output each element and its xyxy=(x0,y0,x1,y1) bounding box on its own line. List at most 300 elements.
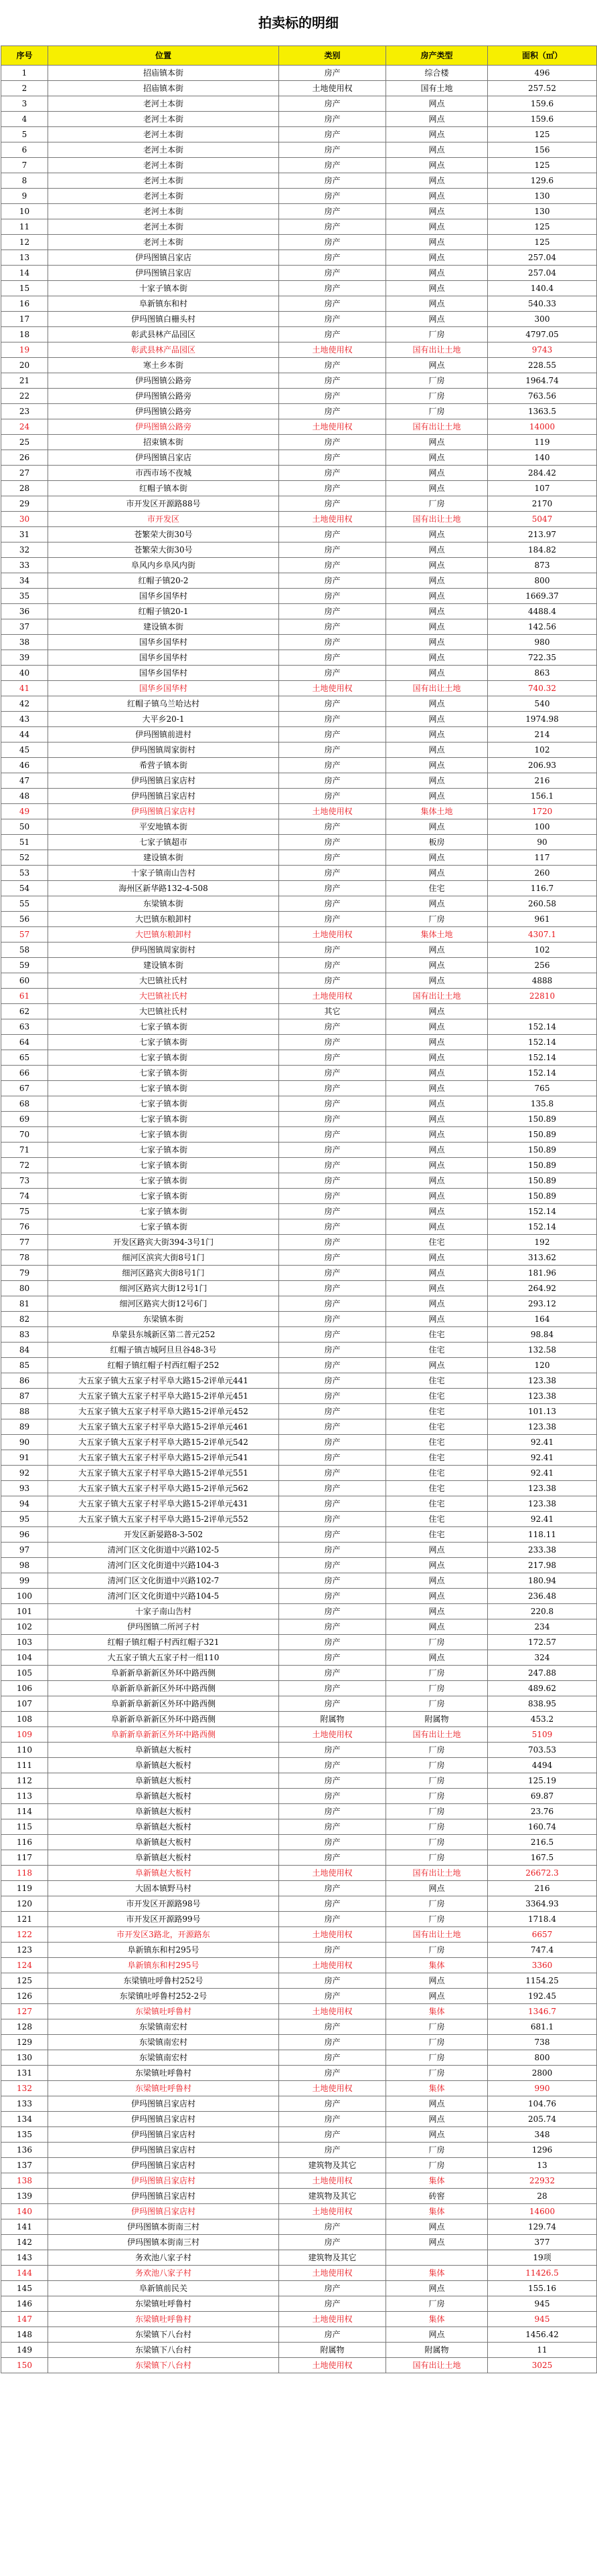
cell-location: 伊玛图镇吕家店村 xyxy=(48,804,279,819)
cell-category: 房产 xyxy=(279,1296,386,1312)
cell-location: 伊玛图镇二所河子村 xyxy=(48,1619,279,1635)
cell-property-type: 网点 xyxy=(386,1973,488,1989)
cell-category: 房产 xyxy=(279,127,386,142)
cell-property-type: 网点 xyxy=(386,1127,488,1143)
cell-no: 108 xyxy=(1,1712,48,1727)
table-row xyxy=(1,1235,597,1250)
cell-location: 七家子镇本街 xyxy=(48,1050,279,1066)
table-row xyxy=(1,2296,597,2312)
table-row xyxy=(1,1373,597,1389)
cell-property-type: 网点 xyxy=(386,1219,488,1235)
table-row xyxy=(1,2004,597,2019)
cell-property-type: 网点 xyxy=(386,789,488,804)
cell-area: 155.16 xyxy=(488,2281,597,2296)
table-row xyxy=(1,2143,597,2158)
cell-no: 64 xyxy=(1,1035,48,1050)
cell-property-type: 网点 xyxy=(386,1619,488,1635)
cell-area: 5109 xyxy=(488,1727,597,1743)
cell-no: 101 xyxy=(1,1604,48,1619)
cell-location: 红帽子镇乌兰哈达村 xyxy=(48,696,279,712)
table-row xyxy=(1,189,597,204)
table-row xyxy=(1,2035,597,2050)
cell-category: 房产 xyxy=(279,1050,386,1066)
cell-category: 房产 xyxy=(279,943,386,958)
cell-area: 150.89 xyxy=(488,1143,597,1158)
cell-location: 开发区新晏路8-3-502 xyxy=(48,1527,279,1543)
cell-location: 七家子镇本街 xyxy=(48,1035,279,1050)
cell-property-type: 网点 xyxy=(386,619,488,635)
table-row xyxy=(1,1435,597,1450)
cell-property-type: 网点 xyxy=(386,1650,488,1666)
cell-property-type: 住宅 xyxy=(386,1450,488,1466)
cell-no: 132 xyxy=(1,2081,48,2096)
cell-category: 房产 xyxy=(279,973,386,989)
cell-area: 19项 xyxy=(488,2250,597,2266)
cell-area: 3025 xyxy=(488,2358,597,2373)
cell-no: 127 xyxy=(1,2004,48,2019)
cell-no: 111 xyxy=(1,1758,48,1773)
cell-category: 房产 xyxy=(279,466,386,481)
cell-area: 119 xyxy=(488,435,597,450)
cell-category: 房产 xyxy=(279,2235,386,2250)
cell-category: 房产 xyxy=(279,866,386,881)
cell-property-type: 网点 xyxy=(386,2281,488,2296)
cell-area: 184.82 xyxy=(488,542,597,558)
cell-area: 256 xyxy=(488,958,597,973)
cell-category: 房产 xyxy=(279,527,386,542)
cell-category: 房产 xyxy=(279,158,386,173)
cell-location: 清河门区文化街道中兴路104-5 xyxy=(48,1589,279,1604)
cell-property-type: 网点 xyxy=(386,1050,488,1066)
cell-area: 4888 xyxy=(488,973,597,989)
cell-category: 房产 xyxy=(279,219,386,235)
cell-no: 7 xyxy=(1,158,48,173)
cell-location: 国华乡国华村 xyxy=(48,666,279,681)
cell-property-type: 厂房 xyxy=(386,496,488,512)
cell-area: 152.14 xyxy=(488,1035,597,1050)
table-row xyxy=(1,1389,597,1404)
table-row xyxy=(1,250,597,266)
cell-property-type: 网点 xyxy=(386,2127,488,2143)
cell-category: 土地使用权 xyxy=(279,2266,386,2281)
cell-no: 55 xyxy=(1,896,48,912)
cell-category: 房产 xyxy=(279,250,386,266)
cell-area: 28 xyxy=(488,2189,597,2204)
cell-property-type: 网点 xyxy=(386,712,488,727)
cell-location: 招束镇本街 xyxy=(48,435,279,450)
cell-area: 164 xyxy=(488,1312,597,1327)
cell-no: 114 xyxy=(1,1804,48,1819)
cell-no: 148 xyxy=(1,2327,48,2343)
cell-category: 房产 xyxy=(279,958,386,973)
cell-property-type: 住宅 xyxy=(386,1373,488,1389)
cell-property-type: 网点 xyxy=(386,1112,488,1127)
cell-category: 房产 xyxy=(279,896,386,912)
cell-area: 125 xyxy=(488,127,597,142)
cell-area: 216.5 xyxy=(488,1835,597,1850)
cell-no: 31 xyxy=(1,527,48,542)
cell-location: 七家子镇本街 xyxy=(48,1189,279,1204)
table-row xyxy=(1,1743,597,1758)
cell-category: 房产 xyxy=(279,819,386,835)
cell-location: 清河门区文化街道中兴路102-5 xyxy=(48,1543,279,1558)
cell-area: 1964.74 xyxy=(488,373,597,389)
cell-no: 90 xyxy=(1,1435,48,1450)
cell-category: 房产 xyxy=(279,604,386,619)
cell-property-type: 厂房 xyxy=(386,1681,488,1696)
cell-area: 123.38 xyxy=(488,1481,597,1496)
cell-category: 其它 xyxy=(279,1004,386,1019)
table-row xyxy=(1,404,597,419)
cell-property-type: 住宅 xyxy=(386,1327,488,1343)
cell-location: 东梁镇下八台村 xyxy=(48,2327,279,2343)
table-row xyxy=(1,1496,597,1512)
cell-location: 伊玛图镇吕家店村 xyxy=(48,2143,279,2158)
cell-category: 房产 xyxy=(279,450,386,466)
cell-location: 阜新镇东和村295号 xyxy=(48,1943,279,1958)
cell-no: 73 xyxy=(1,1173,48,1189)
cell-location: 国华乡国华村 xyxy=(48,681,279,696)
cell-property-type: 网点 xyxy=(386,1158,488,1173)
table-row xyxy=(1,1173,597,1189)
cell-property-type: 集体 xyxy=(386,1958,488,1973)
cell-location: 七家子镇本街 xyxy=(48,1204,279,1219)
table-row xyxy=(1,1958,597,1973)
cell-no: 120 xyxy=(1,1896,48,1912)
cell-area: 9743 xyxy=(488,342,597,358)
cell-location: 阜新镇赵大板村 xyxy=(48,1866,279,1881)
cell-no: 65 xyxy=(1,1050,48,1066)
cell-area: 496 xyxy=(488,66,597,81)
table-row xyxy=(1,1558,597,1573)
cell-location: 国华乡国华村 xyxy=(48,589,279,604)
cell-category: 房产 xyxy=(279,619,386,635)
cell-category: 土地使用权 xyxy=(279,1958,386,1973)
cell-category: 房产 xyxy=(279,1035,386,1050)
cell-no: 133 xyxy=(1,2096,48,2112)
cell-no: 39 xyxy=(1,650,48,666)
cell-area: 192 xyxy=(488,1235,597,1250)
cell-location: 阜新新阜新新区外环中路西侧 xyxy=(48,1712,279,1727)
cell-category: 房产 xyxy=(279,1327,386,1343)
cell-no: 118 xyxy=(1,1866,48,1881)
cell-category: 土地使用权 xyxy=(279,2312,386,2327)
cell-property-type: 网点 xyxy=(386,1312,488,1327)
cell-property-type: 网点 xyxy=(386,189,488,204)
cell-no: 32 xyxy=(1,542,48,558)
table-row xyxy=(1,158,597,173)
table-row xyxy=(1,1989,597,2004)
cell-property-type: 网点 xyxy=(386,296,488,312)
table-row xyxy=(1,2127,597,2143)
cell-category: 房产 xyxy=(279,2066,386,2081)
table-row xyxy=(1,327,597,342)
table-row xyxy=(1,1866,597,1881)
cell-category: 房产 xyxy=(279,404,386,419)
cell-location: 阜新新阜新新区外环中路西侧 xyxy=(48,1727,279,1743)
cell-category: 建筑物及其它 xyxy=(279,2158,386,2173)
cell-category: 房产 xyxy=(279,2035,386,2050)
cell-no: 69 xyxy=(1,1112,48,1127)
table-row xyxy=(1,542,597,558)
cell-area: 234 xyxy=(488,1619,597,1635)
cell-location: 东梁镇南宏村 xyxy=(48,2050,279,2066)
cell-property-type: 网点 xyxy=(386,2327,488,2343)
table-row xyxy=(1,989,597,1004)
table-row xyxy=(1,1143,597,1158)
cell-property-type: 厂房 xyxy=(386,1635,488,1650)
cell-property-type: 网点 xyxy=(386,1989,488,2004)
cell-location: 东梁镇吐呼鲁村252-2号 xyxy=(48,1989,279,2004)
cell-no: 63 xyxy=(1,1019,48,1035)
cell-location: 七家子镇本街 xyxy=(48,1143,279,1158)
table-body xyxy=(1,66,597,2373)
cell-location: 老河土本街 xyxy=(48,219,279,235)
cell-no: 134 xyxy=(1,2112,48,2127)
cell-location: 建设镇本街 xyxy=(48,850,279,866)
cell-property-type: 网点 xyxy=(386,2096,488,2112)
cell-no: 146 xyxy=(1,2296,48,2312)
cell-no: 78 xyxy=(1,1250,48,1266)
table-row xyxy=(1,342,597,358)
cell-location: 伊玛图镇吕家店村 xyxy=(48,789,279,804)
cell-property-type: 国有出让土地 xyxy=(386,1727,488,1743)
cell-category: 房产 xyxy=(279,1466,386,1481)
cell-category: 土地使用权 xyxy=(279,2004,386,2019)
cell-no: 76 xyxy=(1,1219,48,1235)
table-row xyxy=(1,2096,597,2112)
table-row xyxy=(1,742,597,758)
cell-location: 伊玛图镇前进村 xyxy=(48,727,279,742)
cell-category: 房产 xyxy=(279,1389,386,1404)
cell-no: 135 xyxy=(1,2127,48,2143)
cell-no: 119 xyxy=(1,1881,48,1896)
cell-no: 59 xyxy=(1,958,48,973)
table-row xyxy=(1,1127,597,1143)
cell-no: 96 xyxy=(1,1527,48,1543)
cell-no: 33 xyxy=(1,558,48,573)
cell-category: 房产 xyxy=(279,327,386,342)
cell-category: 房产 xyxy=(279,1573,386,1589)
cell-no: 125 xyxy=(1,1973,48,1989)
table-row xyxy=(1,2312,597,2327)
cell-category: 房产 xyxy=(279,912,386,927)
cell-category: 房产 xyxy=(279,1096,386,1112)
cell-location: 市开发区开源路98号 xyxy=(48,1896,279,1912)
cell-location: 阜新镇赵大板村 xyxy=(48,1819,279,1835)
cell-location: 伊玛图镇公路旁 xyxy=(48,389,279,404)
cell-no: 26 xyxy=(1,450,48,466)
table-row xyxy=(1,1281,597,1296)
cell-no: 1 xyxy=(1,66,48,81)
cell-area: 1456.42 xyxy=(488,2327,597,2343)
table-row xyxy=(1,835,597,850)
cell-category: 房产 xyxy=(279,1681,386,1696)
cell-area: 2170 xyxy=(488,496,597,512)
cell-area: 228.55 xyxy=(488,358,597,373)
cell-category: 房产 xyxy=(279,1589,386,1604)
cell-category: 房产 xyxy=(279,1758,386,1773)
cell-area: 129.6 xyxy=(488,173,597,189)
cell-category: 土地使用权 xyxy=(279,927,386,943)
table-row xyxy=(1,1758,597,1773)
cell-property-type: 网点 xyxy=(386,866,488,881)
cell-location: 伊玛图镇吕家店村 xyxy=(48,2112,279,2127)
header-property-type: 房产类型 xyxy=(386,46,488,66)
cell-area: 489.62 xyxy=(488,1681,597,1696)
cell-area: 152.14 xyxy=(488,1066,597,1081)
cell-property-type: 网点 xyxy=(386,1296,488,1312)
cell-area: 260 xyxy=(488,866,597,881)
cell-property-type: 国有出让土地 xyxy=(386,512,488,527)
table-row xyxy=(1,142,597,158)
cell-property-type: 集体 xyxy=(386,2266,488,2281)
cell-property-type: 厂房 xyxy=(386,2143,488,2158)
cell-location: 伊玛图镇吕家店村 xyxy=(48,773,279,789)
cell-property-type: 网点 xyxy=(386,819,488,835)
cell-area: 324 xyxy=(488,1650,597,1666)
cell-no: 105 xyxy=(1,1666,48,1681)
cell-no: 124 xyxy=(1,1958,48,1973)
cell-property-type: 网点 xyxy=(386,850,488,866)
table-row xyxy=(1,66,597,81)
cell-area: 3360 xyxy=(488,1958,597,1973)
cell-location: 细河区路宾大街12号6门 xyxy=(48,1296,279,1312)
cell-location: 阜新镇赵大板村 xyxy=(48,1773,279,1789)
cell-property-type: 住宅 xyxy=(386,1235,488,1250)
table-row xyxy=(1,450,597,466)
table-row xyxy=(1,1804,597,1819)
cell-category: 房产 xyxy=(279,835,386,850)
cell-category: 房产 xyxy=(279,2327,386,2343)
cell-area: 152.14 xyxy=(488,1050,597,1066)
cell-property-type: 网点 xyxy=(386,1204,488,1219)
cell-area: 129.74 xyxy=(488,2219,597,2235)
cell-category: 房产 xyxy=(279,1127,386,1143)
table-row xyxy=(1,804,597,819)
table-row xyxy=(1,2235,597,2250)
cell-property-type: 网点 xyxy=(386,727,488,742)
table-row xyxy=(1,1819,597,1835)
table-row xyxy=(1,850,597,866)
cell-category: 土地使用权 xyxy=(279,804,386,819)
cell-property-type: 网点 xyxy=(386,604,488,619)
cell-category: 房产 xyxy=(279,235,386,250)
cell-category: 房产 xyxy=(279,1066,386,1081)
cell-area: 214 xyxy=(488,727,597,742)
table-row xyxy=(1,573,597,589)
cell-no: 18 xyxy=(1,327,48,342)
cell-category: 房产 xyxy=(279,2219,386,2235)
table-row xyxy=(1,1481,597,1496)
cell-area: 132.58 xyxy=(488,1343,597,1358)
cell-location: 红帽子镇红帽子村西红帽子252 xyxy=(48,1358,279,1373)
cell-property-type: 网点 xyxy=(386,127,488,142)
cell-area: 1296 xyxy=(488,2143,597,2158)
table-row xyxy=(1,1250,597,1266)
cell-no: 38 xyxy=(1,635,48,650)
cell-location: 大五家子镇大五家子村平阜大路15-2评单元461 xyxy=(48,1419,279,1435)
cell-location: 苍繁荣大街30号 xyxy=(48,542,279,558)
cell-category: 房产 xyxy=(279,66,386,81)
cell-property-type: 网点 xyxy=(386,896,488,912)
cell-area: 1346.7 xyxy=(488,2004,597,2019)
cell-no: 131 xyxy=(1,2066,48,2081)
cell-property-type: 厂房 xyxy=(386,1912,488,1927)
cell-area: 102 xyxy=(488,742,597,758)
cell-area: 142.56 xyxy=(488,619,597,635)
cell-location: 市开发区开源路99号 xyxy=(48,1912,279,1927)
cell-category: 房产 xyxy=(279,481,386,496)
cell-category: 房产 xyxy=(279,1835,386,1850)
cell-location: 十家子镇南山告村 xyxy=(48,866,279,881)
cell-area: 6657 xyxy=(488,1927,597,1943)
cell-property-type: 网点 xyxy=(386,2219,488,2235)
cell-no: 51 xyxy=(1,835,48,850)
table-row xyxy=(1,1466,597,1481)
cell-area: 260.58 xyxy=(488,896,597,912)
cell-category: 土地使用权 xyxy=(279,1727,386,1743)
cell-location: 务欢池八家子村 xyxy=(48,2266,279,2281)
cell-no: 89 xyxy=(1,1419,48,1435)
cell-category: 房产 xyxy=(279,2127,386,2143)
table-row xyxy=(1,373,597,389)
cell-property-type: 网点 xyxy=(386,742,488,758)
cell-category: 房产 xyxy=(279,1512,386,1527)
cell-area: 233.38 xyxy=(488,1543,597,1558)
cell-location: 东梁镇吐呼鲁村 xyxy=(48,2066,279,2081)
cell-category: 附属物 xyxy=(279,1712,386,1727)
cell-property-type: 网点 xyxy=(386,2112,488,2127)
cell-location: 东梁镇本街 xyxy=(48,1312,279,1327)
cell-location: 阜新新阜新新区外环中路西侧 xyxy=(48,1666,279,1681)
cell-area: 125.19 xyxy=(488,1773,597,1789)
cell-category: 房产 xyxy=(279,1527,386,1543)
cell-property-type: 网点 xyxy=(386,1250,488,1266)
table-row xyxy=(1,681,597,696)
cell-no: 143 xyxy=(1,2250,48,2266)
cell-property-type: 网点 xyxy=(386,943,488,958)
cell-location: 伊玛图镇吕家店村 xyxy=(48,2158,279,2173)
cell-location: 寒土乡本街 xyxy=(48,358,279,373)
cell-no: 99 xyxy=(1,1573,48,1589)
cell-area: 348 xyxy=(488,2127,597,2143)
cell-category: 房产 xyxy=(279,1989,386,2004)
cell-area: 453.2 xyxy=(488,1712,597,1727)
table-row xyxy=(1,819,597,835)
cell-property-type: 厂房 xyxy=(386,327,488,342)
cell-location: 红帽子镇本街 xyxy=(48,481,279,496)
cell-no: 144 xyxy=(1,2266,48,2281)
table-row xyxy=(1,2343,597,2358)
table-row xyxy=(1,727,597,742)
cell-location: 清河门区文化街道中兴路102-7 xyxy=(48,1573,279,1589)
cell-location: 伊玛图镇吕家店 xyxy=(48,266,279,281)
cell-area: 11426.5 xyxy=(488,2266,597,2281)
cell-property-type: 集体 xyxy=(386,2312,488,2327)
cell-property-type: 住宅 xyxy=(386,1466,488,1481)
cell-area: 213.97 xyxy=(488,527,597,542)
cell-area: 120 xyxy=(488,1358,597,1373)
cell-no: 42 xyxy=(1,696,48,712)
cell-location: 阜新镇东和村295号 xyxy=(48,1958,279,1973)
table-row xyxy=(1,2081,597,2096)
cell-no: 53 xyxy=(1,866,48,881)
cell-location: 市开发区 xyxy=(48,512,279,527)
cell-category: 房产 xyxy=(279,573,386,589)
cell-location: 阜新镇前民关 xyxy=(48,2281,279,2296)
cell-property-type: 住宅 xyxy=(386,881,488,896)
